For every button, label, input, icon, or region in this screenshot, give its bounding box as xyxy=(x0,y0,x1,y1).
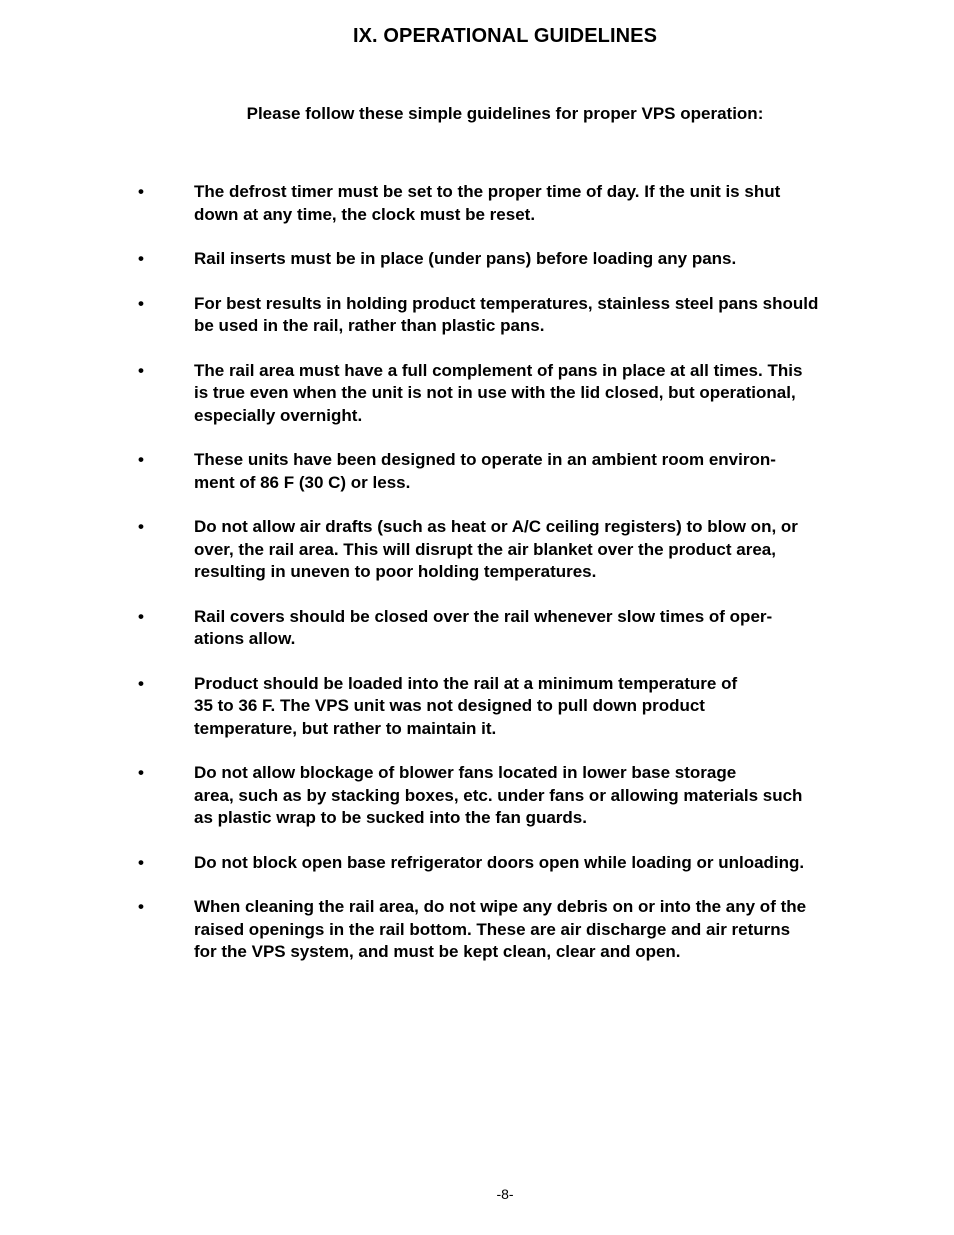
guideline-text: Rail covers should be closed over the rail whenever slow times of oper- ations allow. xyxy=(194,606,773,648)
bullet-marker: • xyxy=(138,517,144,536)
guideline-item xyxy=(0,516,954,584)
bullet-marker: • xyxy=(138,673,144,693)
bullet-marker: • xyxy=(138,852,144,872)
guideline-item xyxy=(0,248,954,271)
page-title: IX. OPERATIONAL GUIDELINES xyxy=(352,25,658,47)
guideline-text: For best results in holding product temperatures, stainless steel pans should be used in the rail, rather than plastic pans. xyxy=(194,293,819,335)
guideline-text: The rail area must have a full complement of pans in place at all times. This is true even when the unit is not in use with the lid closed, but operational, especially overnight. xyxy=(194,360,803,425)
bullet-marker: • xyxy=(138,763,144,782)
guideline-item xyxy=(0,762,954,830)
guidelines-list xyxy=(0,181,954,986)
guideline-item xyxy=(0,896,954,964)
guideline-text: Do not block open base refrigerator doors open while loading or unloading. xyxy=(194,852,805,872)
bullet-marker: • xyxy=(138,897,144,916)
bullet-marker: • xyxy=(138,450,144,469)
guideline-text: Do not allow air drafts (such as heat or A/C ceiling registers) to blow on, or over, the rail area. This will disrupt the air blanket over the product area, resulting in uneven to poor holding temperatures. xyxy=(194,517,798,581)
guideline-text: Rail inserts must be in place (under pans) before loading any pans. xyxy=(194,249,737,268)
page-number: -8- xyxy=(496,1186,514,1202)
guideline-text: Do not allow blockage of blower fans located in lower base storage area, such as by stacking boxes, etc. under fans or allowing materials such as plastic wrap to be sucked into the fan guards. xyxy=(194,763,803,827)
guideline-item xyxy=(0,606,954,651)
guideline-item xyxy=(0,673,954,741)
guideline-text: The defrost timer must be set to the proper time of day. If the unit is shut down at any time, the clock must be reset. xyxy=(194,182,781,224)
intro-text: Please follow these simple guidelines for proper VPS operation: xyxy=(246,104,764,123)
bullet-marker: • xyxy=(138,293,144,313)
guideline-text: When cleaning the rail area, do not wipe any debris on or into the any of the raised openings in the rail bottom. These are air discharge and air returns for the VPS system, and must be kept clean, clear and open. xyxy=(194,897,807,961)
guideline-text: Product should be loaded into the rail at a minimum temperature of 35 to 36 F. The VPS unit was not designed to pull down product temperature, but rather to maintain it. xyxy=(194,673,738,738)
guideline-item xyxy=(0,360,954,428)
bullet-marker: • xyxy=(138,606,144,626)
guideline-item xyxy=(0,181,954,226)
bullet-marker: • xyxy=(138,360,144,380)
guideline-item xyxy=(0,449,954,494)
bullet-marker: • xyxy=(138,249,144,268)
guideline-text: These units have been designed to operate in an ambient room environ- ment of 86 F (30 C) or less. xyxy=(194,450,776,492)
guideline-item xyxy=(0,293,954,338)
bullet-marker: • xyxy=(138,182,144,201)
guideline-item xyxy=(0,852,954,875)
